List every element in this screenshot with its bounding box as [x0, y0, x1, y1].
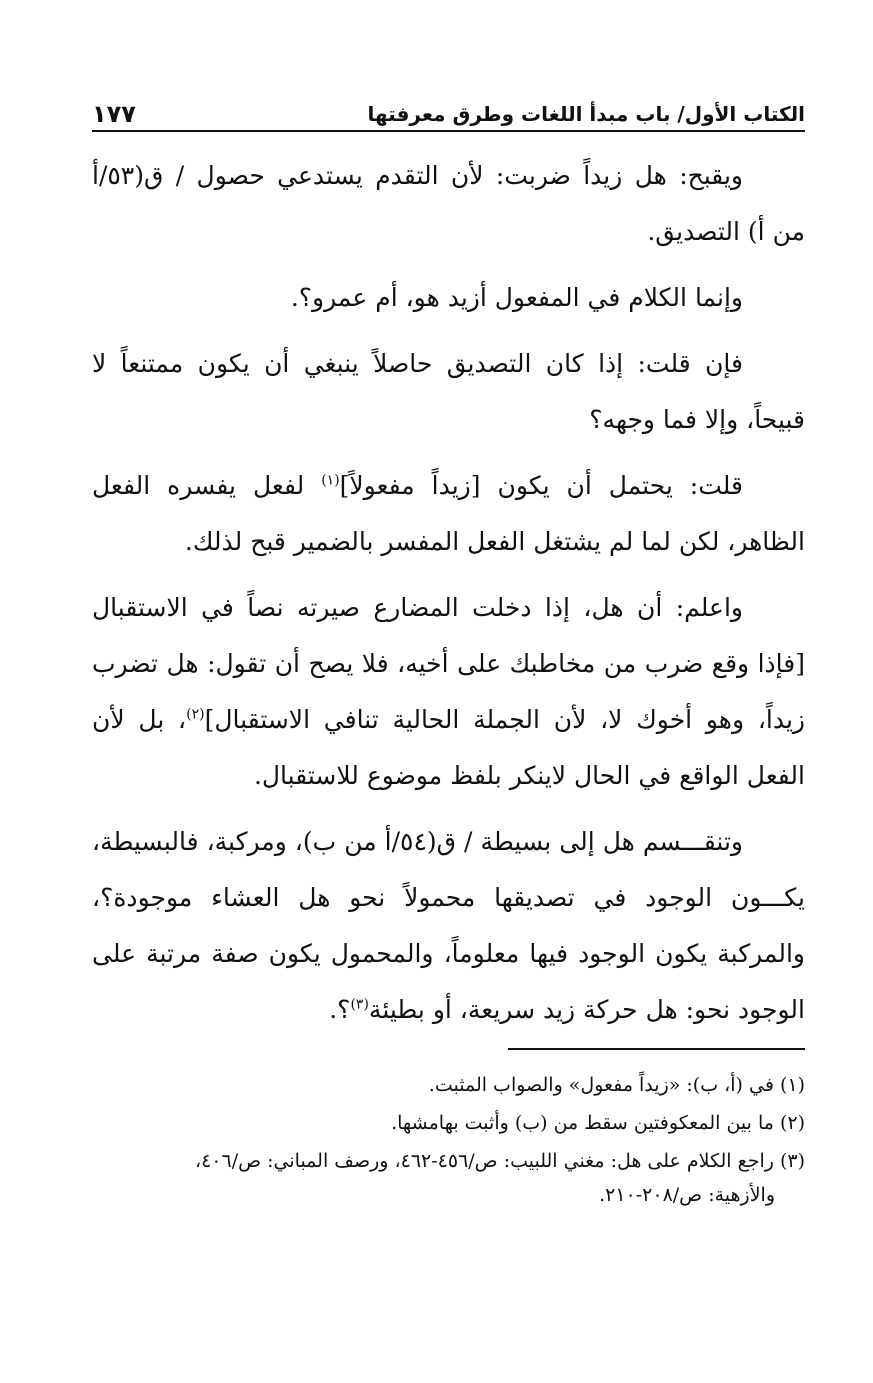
footnote-number: (١)	[779, 1074, 805, 1096]
footnote-number: (٣)	[779, 1150, 805, 1172]
running-header	[92, 88, 805, 128]
footnote-3	[92, 1144, 805, 1212]
running-head-title: الكتاب الأول/ باب مبدأ اللغات وطرق معرفتها	[367, 102, 805, 126]
paragraph	[92, 270, 805, 326]
paragraph	[92, 336, 805, 448]
page-number: ١٧٧	[92, 100, 136, 128]
footnote-reference-1: (١)	[321, 472, 340, 489]
footnote-text: راجع الكلام على هل: مغني اللبيب: ص/٤٥٦-٤٦٢، ورصف المباني: ص/٤٠٦،	[194, 1150, 774, 1172]
footnote-reference-2: (٢)	[186, 706, 205, 723]
paragraph-text: وإنما الكلام في المفعول أزيد هو، أم عمرو؟.	[290, 283, 743, 312]
footnote-reference-3: (٣)	[350, 996, 369, 1013]
paragraph	[92, 814, 805, 1038]
paragraph-text: ، بل لأن الفعل الواقع في الحال لاينكر بلفظ موضوع للاستقبال.	[92, 705, 805, 790]
header-rule	[92, 130, 805, 132]
paragraph-text: لفعل يفسره الفعل الظاهر، لكن لما لم يشتغل الفعل المفسر بالضمير قبح لذلك.	[92, 471, 805, 556]
footnote-text: ما بين المعكوفتين سقط من (ب) وأثبت بهامشها.	[391, 1112, 774, 1134]
footnotes	[92, 1068, 805, 1216]
paragraph	[92, 580, 805, 804]
footnote-number: (٢)	[779, 1112, 805, 1134]
paragraph-text: وتنقـــسم هل إلى بسيطة / ق(٥٤/أ من ب)، ومركبة، فالبسيطة، يكـــون الوجود في تصديقها محمولاً نحو هل العشاء موجودة؟، والمركبة يكون الوجود فيها معلوماً، والمحمول يكون صفة مرتبة على الوجود نحو: هل حركة زيد سريعة، أو بطيئة	[92, 827, 805, 1024]
paragraph-text: ويقبح: هل زيداً ضربت: لأن التقدم يستدعي حصول / ق(٥٣/أ من أ) التصديق.	[92, 161, 805, 246]
paragraph	[92, 458, 805, 570]
footnote-2	[92, 1106, 805, 1140]
main-text	[92, 148, 805, 1048]
footnote-separator	[508, 1048, 805, 1050]
paragraph	[92, 148, 805, 260]
footnote-1	[92, 1068, 805, 1102]
paragraph-text: واعلم: أن هل، إذا دخلت المضارع صيرته نصاً في الاستقبال [فإذا وقع ضرب من مخاطبك على أخيه، فلا يصح أن تقول: هل تضرب زيداً، وهو أخوك لا، لأن الجملة الحالية تنافي الاستقبال]	[92, 593, 805, 734]
paragraph-text: قلت: يحتمل أن يكون [زيداً مفعولاً]	[339, 471, 743, 500]
paragraph-text: ؟.	[329, 995, 351, 1024]
footnote-continuation: والأزهية: ص/٢٠٨-٢١٠.	[599, 1184, 775, 1206]
footnote-text: في (أ، ب): «زيداً مفعول» والصواب المثبت.	[428, 1074, 774, 1096]
paragraph-text: فإن قلت: إذا كان التصديق حاصلاً ينبغي أن يكون ممتنعاً لا قبيحاً، وإلا فما وجهه؟	[92, 349, 805, 434]
